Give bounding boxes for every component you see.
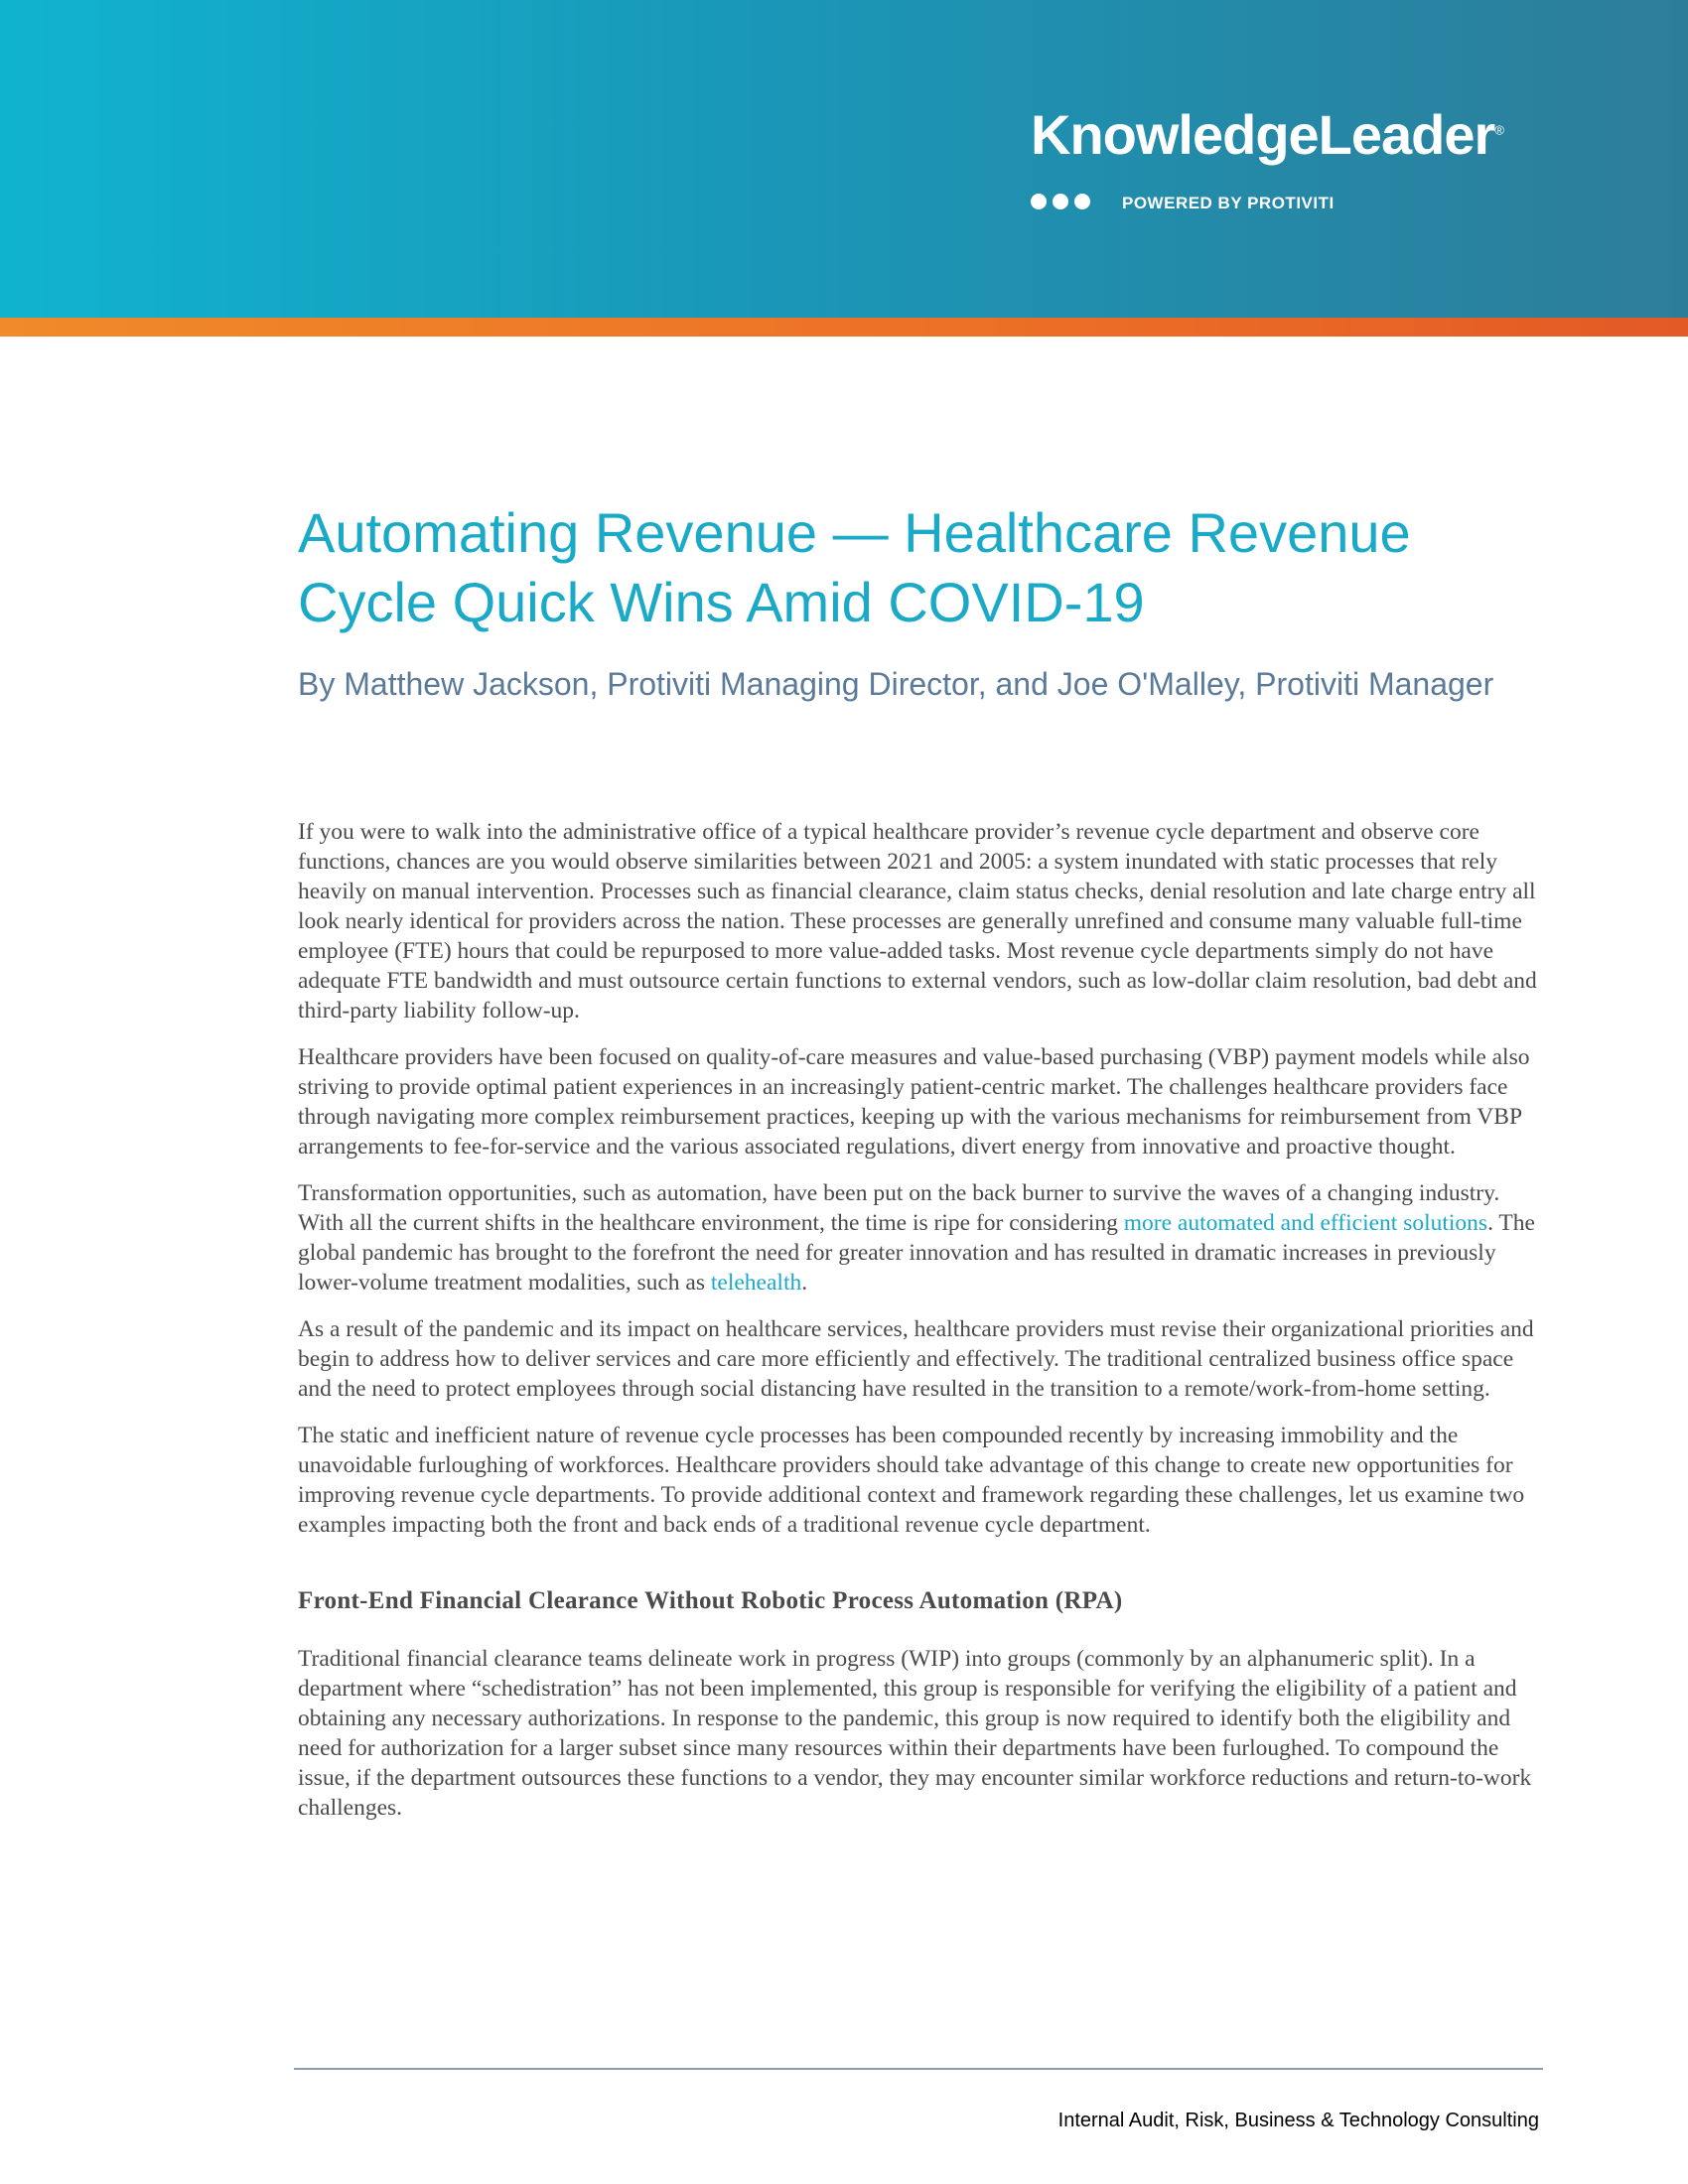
knowledgeleader-logo	[1031, 103, 1503, 166]
dot	[1031, 194, 1047, 209]
powered-by-tagline: POWERED BY PROTIVITI	[1122, 194, 1335, 212]
telehealth-link[interactable]: telehealth	[710, 1270, 802, 1296]
automated-solutions-link[interactable]: more automated and efficient solutions	[1123, 1210, 1488, 1236]
paragraph: The static and inefficient nature of revenue cycle processes has been compounded recently by increasing immobility and the unavoidable furloughing of workforces. Healthcare providers should take advantage of this change to create new opportunities for improving revenue cycle departments. To provide additional context and framework regarding these challenges, let us examine two examples impacting both the front and back ends of a traditional revenue cycle department.	[298, 1423, 1525, 1538]
article-byline: By Matthew Jackson, Protiviti Managing Director, and Joe O'Malley, Protiviti Manager	[298, 666, 1494, 702]
registered-mark: ®	[1494, 122, 1503, 138]
section-heading: Front-End Financial Clearance Without Robotic Process Automation (RPA)	[298, 1587, 1123, 1614]
paragraph: If you were to walk into the administrative office of a typical healthcare provider’s revenue cycle department and observe core functions, chances are you would observe similarities between 2021 and 2005: a system inundated with static processes that rely heavily on manual intervention. Processes such as financial clearance, claim status checks, denial resolution and late charge entry all look nearly identical for providers across the nation. These processes are generally unrefined and consume many valuable full-time employee (FTE) hours that could be repurposed to more value-added tasks. Most revenue cycle departments simply do not have adequate FTE bandwidth and must outsource certain functions to external vendors, such as low-dollar claim resolution, bad debt and third-party liability follow-up.	[298, 819, 1537, 1024]
protiviti-dots-icon	[1031, 194, 1090, 209]
dot	[1074, 194, 1090, 209]
paragraph-text: Transformation opportunities, such as automation, have been put on the back burner to survive the waves of a changing industry. With all the current shifts in the healthcare environment, the time is ripe for considering	[298, 1180, 1500, 1236]
paragraph-text: . The global pandemic has brought to the forefront the need for greater innovation and has resulted in dramatic increases in previously lower-volume treatment modalities, such as	[298, 1210, 1535, 1296]
article-body	[298, 817, 1545, 1840]
paragraph-text: .	[801, 1270, 808, 1296]
brand-name: KnowledgeLeader	[1031, 103, 1495, 166]
paragraph: Healthcare providers have been focused on quality-of-care measures and value-based purchasing (VBP) payment models while also striving to provide optimal patient experiences in an increasingly patient-centric market. The challenges healthcare providers face through navigating more complex reimbursement practices, keeping up with the various mechanisms for reimbursement from VBP arrangements to fee-for-service and the various associated regulations, divert energy from innovative and proactive thought.	[298, 1044, 1530, 1160]
dot	[1053, 194, 1068, 209]
footer-text: Internal Audit, Risk, Business & Technology Consulting	[1057, 2110, 1539, 2131]
paragraph	[298, 1178, 1545, 1297]
accent-bar	[0, 318, 1688, 337]
header-banner	[0, 0, 1688, 318]
footer-divider	[294, 2068, 1543, 2070]
paragraph: As a result of the pandemic and its impact on healthcare services, healthcare providers must revise their organizational priorities and begin to address how to deliver services and care more efficiently and effectively. The traditional centralized business office space and the need to protect employees through social distancing have resulted in the transition to a remote/work-from-home setting.	[298, 1316, 1534, 1402]
paragraph: Traditional financial clearance teams delineate work in progress (WIP) into groups (commonly by an alphanumeric split). In a department where “schedistration” has not been implemented, this group is responsible for verifying the eligibility of a patient and obtaining any necessary authorizations. In response to the pandemic, this group is now required to identify both the eligibility and need for authorization for a larger subset since many resources within their departments have been furloughed. To compound the issue, if the department outsources these functions to a vendor, they may encounter similar workforce reductions and return-to-work challenges.	[298, 1646, 1532, 1821]
article-title: Automating Revenue — Healthcare Revenue Cycle Quick Wins Amid COVID-19	[298, 501, 1411, 633]
